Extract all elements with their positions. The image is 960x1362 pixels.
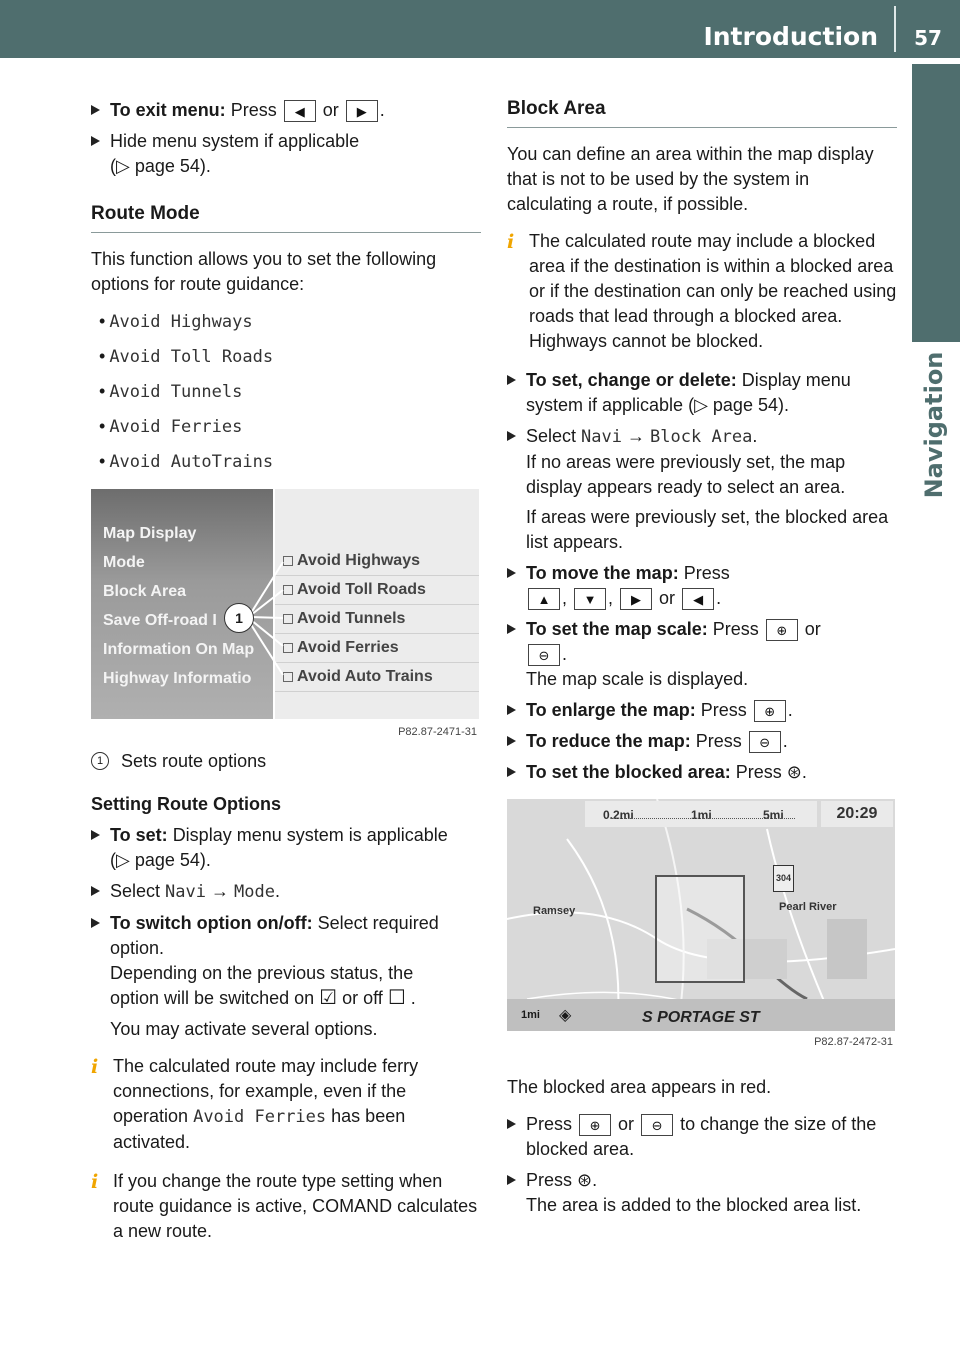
menu-item: Highway Informatio [103,670,252,687]
step-text: Depending on the previous status, the [110,963,414,983]
step-text: option will be switched on [110,988,315,1008]
option-code: Avoid AutoTrains [109,452,274,472]
step-text: . [752,426,758,446]
menu-path: Navi [165,882,206,902]
step-label: To enlarge the map: [526,700,696,720]
map-screenshot [507,799,897,1059]
info-icon: i [507,231,515,253]
info-note [91,1169,481,1244]
note-text: has been activated. [113,1106,406,1152]
info-icon: i [91,1056,99,1078]
left-key-icon: ◀ [284,100,316,122]
note-text: The calculated route may include a blocked area if the destination is within a blocked area or if the destination can only be reached using roads that lead through a blocked area. Highways cannot be blocked. [529,231,897,351]
info-note [507,229,897,354]
step-label: To exit menu: [110,100,226,120]
scale-ticks [611,818,795,825]
block-area-intro: You can define an area within the map display that is not to be used by the system in calculating a route, if possible. [507,144,874,214]
select-block-area-step [507,424,897,555]
menu-item: Save Off-road I [103,612,217,629]
subsection-title: Setting Route Options [91,794,281,814]
step-text: Select [526,426,577,446]
step-arrow-icon [91,918,100,928]
callout-marker: 1 [224,603,254,633]
step-text: . [787,700,793,720]
checked-box-icon: ☑ [319,987,338,1009]
section-title-route-mode: Route Mode [91,201,481,233]
ok-button-icon: ⊛ [786,762,802,782]
blocked-red-text: The blocked area appears in red. [507,1077,772,1097]
step-text: or [659,588,676,608]
zoom-out-key-icon: ⊖ [528,644,560,666]
info-note [91,1054,481,1155]
select-mode-step [91,879,481,905]
switch-option-step [91,911,481,1011]
scale-label: 1mi [521,1009,540,1021]
down-key-icon: ▼ [574,588,606,610]
several-options-text: You may activate several options. [110,1019,378,1039]
menu-item: Information On Map [103,641,255,658]
caption-text: Sets route options [121,751,267,771]
menu-item: Mode [103,554,145,571]
step-text: If areas were previously set, the blocked area list appears. [526,507,889,552]
step-label: To reduce the map: [526,731,691,751]
step-text: or [322,100,339,120]
step-text: → [211,881,230,901]
set-change-step [507,368,897,418]
step-label: To set the blocked area: [526,762,731,782]
option-code: Avoid Tunnels [109,382,243,402]
page-header-title: Introduction [703,22,878,51]
step-text: Press [526,1170,573,1190]
step-arrow-icon [507,1175,516,1185]
map-status-bar [507,999,895,1031]
step-arrow-icon [507,767,516,777]
step-text: Hide menu system if applicable [110,131,360,151]
press-ok-step [507,1168,897,1218]
caption-number: 1 [91,752,109,770]
step-label: To set, change or delete: [526,370,737,390]
place-label: Pearl River [779,901,837,913]
street-name: S PORTAGE ST [642,1009,760,1026]
figure-code: P82.87-2472-31 [814,1036,893,1048]
zoom-in-key-icon: ⊕ [766,619,798,641]
right-key-icon: ▶ [620,588,652,610]
route-mode-intro: This function allows you to set the following options for route guidance: [91,249,437,294]
section-title-block-area: Block Area [507,96,897,128]
figure-code: P82.87-2471-31 [398,726,477,738]
zoom-out-key-icon: ⊖ [641,1114,673,1136]
list-item: • Avoid Tunnels [99,381,243,402]
step-text: . [592,1170,598,1190]
reduce-map-step [507,729,897,754]
option-label: Avoid Toll Roads [297,581,426,598]
step-text: . [782,731,788,751]
to-set-step [91,823,481,873]
option-code: Avoid Highways [109,312,253,332]
step-text: Press [712,619,759,639]
clock: 20:29 [821,801,893,827]
step-text: If no areas were previously set, the map display appears ready to select an area. [526,452,846,497]
step-text: . [410,988,416,1008]
step-label: To move the map: [526,563,679,583]
step-text: Press [695,731,742,751]
step-text: or [618,1114,635,1134]
scale-label: 1mi [691,808,712,822]
step-text: Press [735,762,782,782]
unchecked-box-icon: ☐ [387,987,406,1009]
enlarge-map-step [507,698,897,723]
step-text: Press [683,563,730,583]
step-text: or off [342,988,383,1008]
step-text: to change the size of the blocked area. [526,1114,877,1159]
side-section-tab [910,351,958,499]
step-arrow-icon [507,705,516,715]
step-arrow-icon [91,830,100,840]
step-text: . [716,588,722,608]
scale-label: 5mi [763,808,784,822]
page-number: 57 [914,26,942,50]
page-reference: (▷ page 54). [110,156,211,176]
step-arrow-icon [507,431,516,441]
step-text: The area is added to the blocked area list. [526,1195,862,1215]
exit-menu-step [91,98,481,123]
menu-item: Block Area [103,583,186,600]
left-column [91,98,481,1258]
zoom-out-key-icon: ⊖ [749,731,781,753]
step-text: Select [110,881,161,901]
step-text: Press [230,100,277,120]
menu-path: Navi [581,427,622,447]
step-arrow-icon [507,375,516,385]
menu-item: Map Display [103,525,197,542]
step-arrow-icon [507,736,516,746]
menu-path: Block Area [650,427,753,447]
note-text: The calculated route may include ferry connections, for example, even if the operation [113,1056,419,1126]
scale-label: 0.2mi [603,808,634,822]
change-size-step [507,1112,897,1162]
option-label: Avoid Ferries [297,639,399,656]
hide-menu-step [91,129,481,179]
compass-icon: ◈ [559,1007,572,1024]
option-label: Avoid Tunnels [297,610,406,627]
zoom-in-key-icon: ⊕ [579,1114,611,1136]
step-arrow-icon [507,624,516,634]
up-key-icon: ▲ [528,588,560,610]
step-text [110,986,481,1011]
list-item: • Avoid AutoTrains [99,451,274,472]
step-arrow-icon [507,1119,516,1129]
right-key-icon: ▶ [346,100,378,122]
set-blocked-area-step [507,760,897,785]
map-scale-step [507,617,897,692]
step-arrow-icon [91,105,100,115]
blocked-area-box [655,875,745,983]
list-item: • Avoid Highways [99,311,253,332]
step-arrow-icon [91,136,100,146]
step-text: Display menu system if applicable (▷ page 54). [526,370,851,415]
right-column [507,96,897,1224]
step-text: Press [526,1114,573,1134]
side-color-block [912,64,960,342]
step-arrow-icon [507,568,516,578]
step-text: Press [700,700,747,720]
route-options-screenshot [91,489,481,749]
left-key-icon: ◀ [682,588,714,610]
zoom-in-key-icon: ⊕ [754,700,786,722]
place-label: Ramsey [533,905,576,917]
step-arrow-icon [91,886,100,896]
step-label: To set: [110,825,168,845]
list-item: • Avoid Ferries [99,416,243,437]
header-divider [894,6,896,52]
side-tab-label: Navigation [920,351,948,499]
step-text: . [274,881,280,901]
map-display [507,799,895,1031]
step-text: → [627,426,646,446]
step-text: . [801,762,807,782]
step-text: . [379,100,385,120]
step-text: Select required option. [110,913,439,958]
step-text: . [562,644,568,664]
step-text: The map scale is displayed. [526,669,749,689]
step-label: To switch option on/off: [110,913,313,933]
option-label: Avoid Auto Trains [297,668,433,685]
option-label: Avoid Highways [297,552,420,569]
step-text: or [804,619,821,639]
ok-button-icon: ⊛ [577,1170,593,1190]
figure-caption [91,749,481,774]
info-icon: i [91,1171,99,1193]
callout-lines [91,489,481,719]
option-code: Avoid Ferries [109,417,243,437]
route-shield: 304 [773,865,794,892]
step-text: Display menu system is applicable [172,825,448,845]
map-scale-bar [585,801,817,827]
menu-path: Mode [234,882,275,902]
page-reference: (▷ page 54). [110,850,211,870]
step-label: To set the map scale: [526,619,708,639]
option-code: Avoid Toll Roads [109,347,274,367]
note-text: If you change the route type setting when route guidance is active, COMAND calculates a new route. [113,1171,478,1241]
option-code: Avoid Ferries [193,1107,327,1127]
move-map-step: To move the map: Press ▲ , ▼ , ▶ or ◀ . [507,561,897,611]
list-item: • Avoid Toll Roads [99,346,274,367]
